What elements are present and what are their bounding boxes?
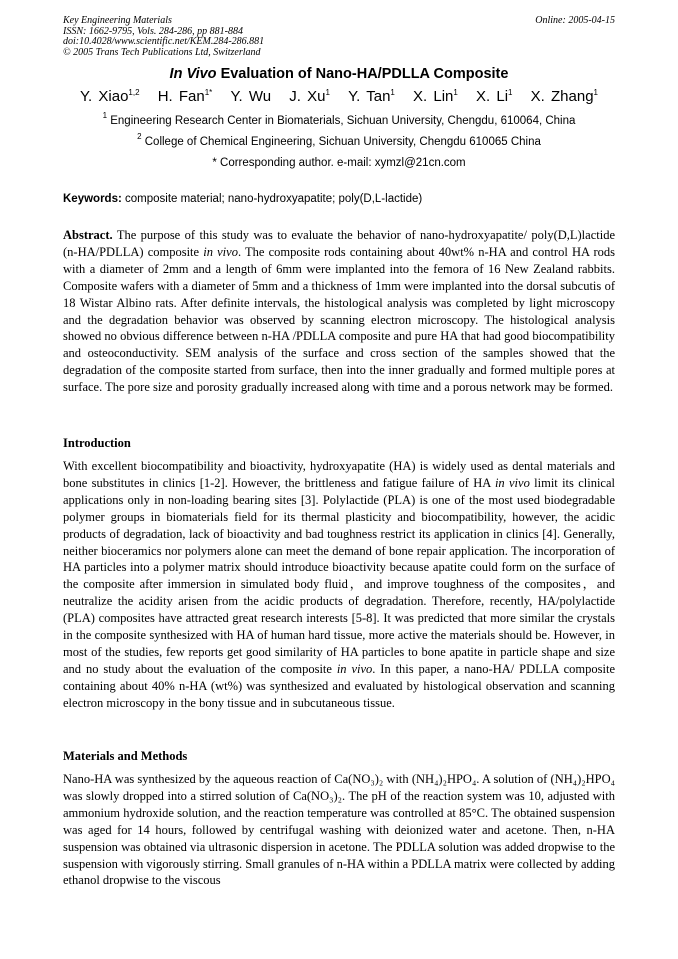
doi-line: doi:10.4028/www.scientific.net/KEM.284-286.881 <box>63 36 265 47</box>
abstract-label: Abstract. <box>63 228 113 242</box>
introduction-heading: Introduction <box>63 436 131 450</box>
title-italic: In Vivo <box>169 66 217 82</box>
corresponding-author: * Corresponding author. e-mail: xymzl@21cn.com <box>212 157 466 169</box>
paper-title <box>0 66 678 82</box>
affiliation-1: $^1$ Engineering Research Center in Biomaterials, Sichuan University, Chengdu, 610064, China <box>102 111 576 127</box>
author: H. Fan$^{1*}$ <box>157 88 213 105</box>
introduction-body: With excellent biocompatibility and bioactivity, hydroxyapatite (HA) is widely used as dental materials and bone substitutes in clinics [1-2]. However, the brittleness and fatigue failure of HA in vivo limit its clinical applications only in non-loading bearing sites [3]. Polylactide (PLA) is one of the most used biodegradable polymer groups in biomaterials field for its thermal plasticity and biocompatibility, however, the acidic products of degradation, lack of bioactivity and bad toughness restrict its application in clinics [4]. Generally, neither bioceramics nor polymers alone can meet the demand of bone repair application. The incorporation of HA particles into a polymer matrix should introduce bioactivity because apatite could form on the surface of the composite after immersion in simulated body fluid，and improve toughness of the composites，and neutralize the acidity arisen from the acidic products of degradation. Therefore, recently, HA/polylactide (PLA) composites have attracted great research interests [5-8]. It was predicted that more similar the crystals in the composite synthesized with HA of human hard tissue, more active the materials should be. However, in most of the studies, few reports get good similarity of HA particles to bone apatite in particle shape and size and no study about the evaluation of the composite in vivo. In this paper, a nano-HA/ PDLLA composite containing about 40% n-HA (wt%) was synthesized and evaluated by histological observation and scanning electron microscopy in the bony tissue and in subcutaneous tissue. <box>63 459 616 710</box>
author: X. Lin$^1$ <box>413 88 458 105</box>
author-list <box>0 88 678 105</box>
author: Y. Wu <box>230 88 272 105</box>
methods-heading: Materials and Methods <box>63 749 188 763</box>
affiliation-2: $^2$ College of Chemical Engineering, Sichuan University, Chengdu 610065 China <box>137 132 541 148</box>
journal-name: Key Engineering Materials <box>63 15 172 26</box>
issn-line: ISSN: 1662-9795, Vols. 284-286, pp 881-884 <box>63 25 243 37</box>
abstract: Abstract. The purpose of this study was to evaluate the behavior of nano-hydroxyapatite/ poly(D,L)lactide (n-HA/PDLLA) composite in vivo. The composite rods containing about 40wt% n-HA and control HA rods with a diameter of 2mm and a length of 6mm were implanted into the femora of 16 New Zealand rabbits. Composite wafers with a diameter of 5mm and a thickness of 1mm were implanted into the dorsal subcutis of 18 Wistar Albino rats. After definite intervals, the histological analysis was completed by light microscopy and the degradation behavior was observed by scanning electron microscopy. The histological analysis showed no obvious difference between n-HA /PDLLA composite and pure HA that had good biocompatibility and osteoconductivity. SEM analysis of the surface and cross section of the samples showed that the degradation of the composite started from surface, then into the inner gradually and formed multiple pores at surface. The pore size and porosity gradually increased along with time and a porous network may be formed. <box>63 228 616 395</box>
author: X. Zhang$^1$ <box>530 88 598 105</box>
author: J. Xu$^1$ <box>289 88 330 105</box>
author: Y. Xiao$^{1,2}$ <box>79 88 140 105</box>
online-date: Online: 2005-04-15 <box>535 15 615 26</box>
methods-body: Nano-HA was synthesized by the aqueous reaction of Ca(NO₃)₂ with (NH₄)₂HPO₄. A solution of (NH₄)₂HPO₄ was slowly dropped into a stirred solution of Ca(NO₃)₂. The pH of the reaction system was 10, adjusted with ammonium hydroxide solution, and the reaction temperature was controlled at 85°C. The obtained suspension was aged for 14 hours, followed by centrifugal washing with deionized water and acetone. Then, n-HA suspension was obtained via ultrasonic dispersion in acetone. The PDLLA solution was added dropwise to the suspension with vigorously stirring. Small granules of n-HA within a PDLLA matrix were collected by adding ethanol dropwise to the viscous <box>63 772 616 888</box>
copyright-line: © 2005 Trans Tech Publications Ltd, Switzerland <box>63 46 261 58</box>
author: X. Li$^1$ <box>476 88 513 105</box>
title-rest: Evaluation of Nano-HA/PDLLA Composite <box>216 66 509 82</box>
keywords <box>63 193 615 205</box>
keywords-text: composite material; nano-hydroxyapatite; poly(D,L-lactide) <box>121 193 423 205</box>
keywords-label: Keywords: <box>63 193 122 205</box>
publication-header <box>63 16 615 58</box>
author: Y. Tan$^1$ <box>348 88 395 105</box>
